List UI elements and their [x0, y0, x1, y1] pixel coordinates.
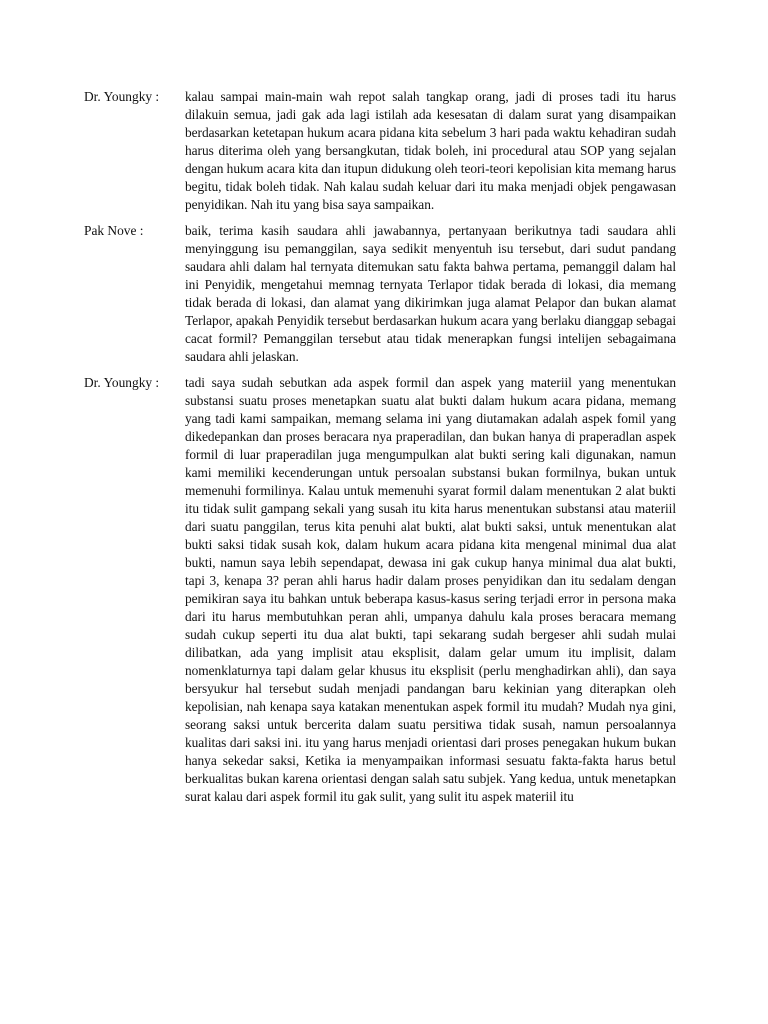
speech-text: tadi saya sudah sebutkan ada aspek formil dan aspek yang materiil yang menentukan substansi suatu proses menetapkan suatu alat bukti dalam hukum acara pidana, memang yang tadi kami sampaikan, memang selama ini yang diutamakan adalah aspek fomil yang dikedepankan dan proses beracara nya praperadilan, dan bukan hanya di praperadlan aspek formil di luar praperadilan juga mengumpulkan alat bukti sering kali digunakan, namun kami memiliki kecenderungan untuk persoalan substansi bukan formilnya, bukan untuk memenuhi formilinya. Kalau untuk memenuhi syarat formil dalam menentukan 2 alat bukti itu tidak sulit gampang sekali yang susah itu kita harus menentukan substansi atau materiil dari suatu panggilan, terus kita penuhi alat bukti, alat bukti saksi, untuk menentukan alat bukti saksi tidak susah kok, dalam hukum acara pidana kita mengenal minimal dua alat bukti, namun saya lebih sependapat, dewasa ini gak cukup hanya minimal dua alat bukti, tapi 3, kenapa 3? peran ahli harus hadir dalam proses penyidikan dan itu sedalam dengan pemikiran saya itu bahkan untuk beberapa kasus-kasus sering terjadi error in persona maka dari itu harus membutuhkan peran ahli, umpanya dahulu kala proses beracara memang sudah cukup seperti itu dua alat bukti, tapi sekarang sudah bergeser ahli sudah mulai dilibatkan, ada yang implisit atau eksplisit, dalam gelar umum itu implisit, dalam nomenklaturnya tapi dalam gelar khusus itu eksplisit (perlu menghadirkan ahli), dan saya bersyukur hal tersebut sudah menjadi pandangan baru kekinian yang diterapkan oleh kepolisian, nah kenapa saya katakan menentukan aspek formil itu mudah? Mudah nya gini, seorang saksi untuk bercerita dalam suatu persitiwa tidak susah, namun persoalannya kualitas dari saksi ini. itu yang harus menjadi orientasi dari proses penegakan hukum bukan hanya sekedar saksi, Ketika ia menyampaikan informasi sesuatu fakta-fakta harus betul berkualitas bukan karena orientasi dengan salah satu subjek. Yang kedua, untuk menetapkan surat kalau dari aspek formil itu gak sulit, yang sulit itu aspek materiil itu: [185, 375, 676, 804]
transcript: [84, 88, 676, 814]
speaker-label: Pak Nove :: [84, 223, 144, 238]
speaker-label: Dr. Youngky :: [84, 375, 160, 390]
speech-text: kalau sampai main-main wah repot salah tangkap orang, jadi di proses tadi itu harus dilakuin semua, jadi gak ada lagi istilah ada kesesatan di dalam surat yang disampaikan berdasarkan ketetapan hukum acara pidana kita sebelum 3 hari pada waktu kehadiran sudah harus diterima oleh yang bersangkutan, tidak boleh, ini procedural atau SOP yang sejalan dengan hukum acara kita dan itupun didukung oleh teori-teori kepolisian kita memang harus begitu, tidak boleh tidak. Nah kalau sudah keluar dari itu maka menjadi objek pengawasan penyidikan. Nah itu yang bisa saya sampaikan.: [185, 89, 676, 212]
transcript-entry: [84, 88, 676, 214]
transcript-entry: [84, 374, 676, 806]
speech-text: baik, terima kasih saudara ahli jawabannya, pertanyaan berikutnya tadi saudara ahli menyinggung isu pemanggilan, saya sedikit menyentuh isu tersebut, dari sudut pandang saudara ahli dalam hal ternyata ditemukan satu fakta bahwa pertama, pemanggil dalam hal ini Penyidik, mengetahui memnag ternyata Terlapor tidak berada di lokasi, dia memang tidak berada di lokasi, dan alamat yang dikirimkan juga alamat Pelapor dan bukan alamat Terlapor, apakah Penyidik tersebut berdasarkan hukum acara yang berlaku dianggap sebagai cacat formil? Pemanggilan tersebut atau tidak menerapkan fungsi intelijen sebagaimana saudara ahli jelaskan.: [185, 223, 676, 364]
speaker-label: Dr. Youngky :: [84, 89, 160, 104]
transcript-entry: [84, 222, 676, 366]
